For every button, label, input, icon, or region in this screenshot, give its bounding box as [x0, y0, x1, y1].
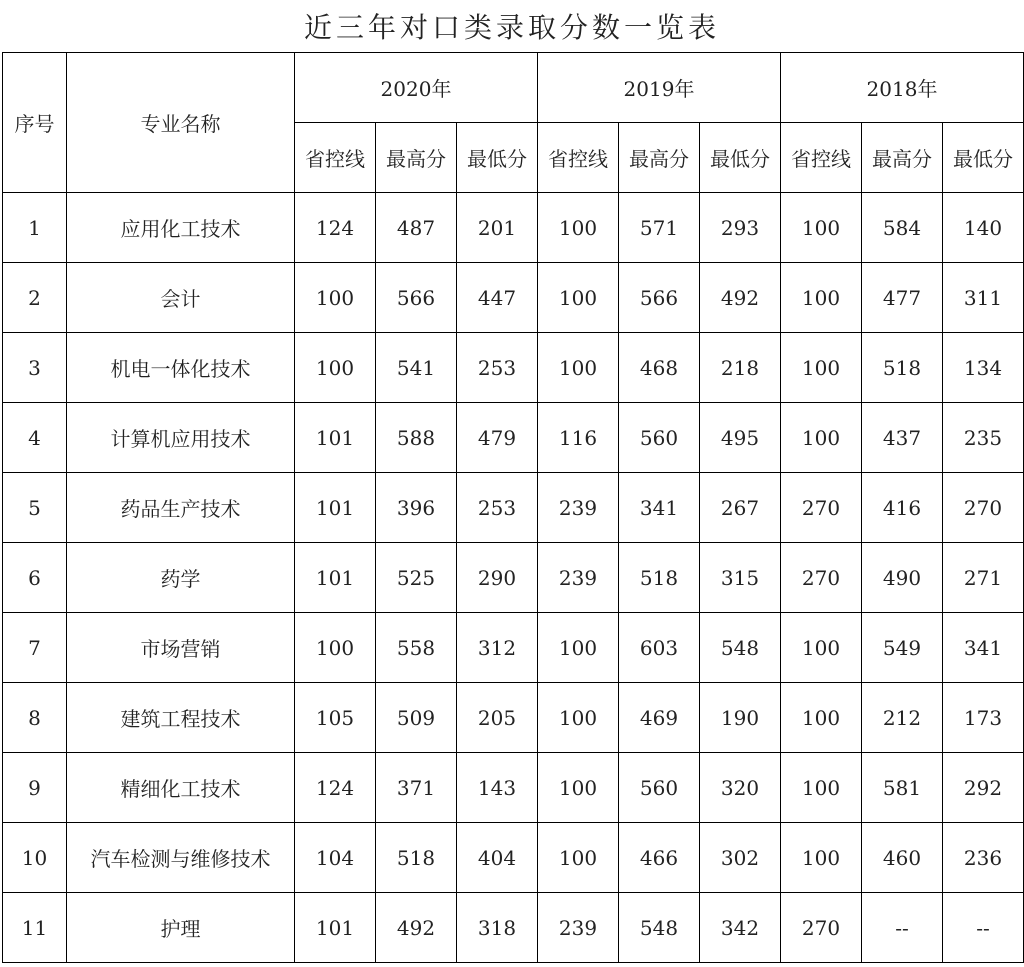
major-name-cell: 护理	[67, 893, 295, 963]
score-cell: 460	[862, 823, 943, 893]
score-cell: 311	[943, 263, 1024, 333]
score-cell: 341	[619, 473, 700, 543]
score-cell: 560	[619, 753, 700, 823]
score-cell: 218	[700, 333, 781, 403]
table-row	[3, 263, 1024, 333]
score-cell: 124	[295, 753, 376, 823]
score-cell: --	[862, 893, 943, 963]
score-cell: 525	[376, 543, 457, 613]
score-cell: 239	[538, 473, 619, 543]
score-cell: 100	[538, 333, 619, 403]
subheader-cell: 最高分	[376, 123, 457, 193]
table-row	[3, 473, 1024, 543]
table-row	[3, 683, 1024, 753]
seq-cell: 5	[3, 473, 67, 543]
score-cell: 588	[376, 403, 457, 473]
score-cell: 124	[295, 193, 376, 263]
subheader-cell: 省控线	[538, 123, 619, 193]
score-cell: 509	[376, 683, 457, 753]
table-row	[3, 613, 1024, 683]
header-major: 专业名称	[67, 53, 295, 193]
seq-cell: 4	[3, 403, 67, 473]
score-cell: 100	[538, 823, 619, 893]
score-cell: 239	[538, 893, 619, 963]
score-cell: 101	[295, 893, 376, 963]
score-cell: 468	[619, 333, 700, 403]
score-cell: 100	[781, 753, 862, 823]
major-name-cell: 药品生产技术	[67, 473, 295, 543]
score-cell: 253	[457, 333, 538, 403]
table-row	[3, 333, 1024, 403]
subheader-cell: 最低分	[700, 123, 781, 193]
score-cell: 548	[700, 613, 781, 683]
subheader-cell: 省控线	[295, 123, 376, 193]
table-row	[3, 753, 1024, 823]
score-cell: 116	[538, 403, 619, 473]
score-cell: 341	[943, 613, 1024, 683]
score-cell: 492	[376, 893, 457, 963]
score-cell: 267	[700, 473, 781, 543]
score-cell: 100	[781, 263, 862, 333]
score-cell: 100	[538, 613, 619, 683]
table-body	[3, 193, 1024, 963]
score-cell: 495	[700, 403, 781, 473]
seq-cell: 6	[3, 543, 67, 613]
score-cell: 101	[295, 403, 376, 473]
table-row	[3, 543, 1024, 613]
score-cell: 100	[538, 263, 619, 333]
score-cell: 490	[862, 543, 943, 613]
score-cell: 548	[619, 893, 700, 963]
score-cell: 270	[781, 893, 862, 963]
header-seq: 序号	[3, 53, 67, 193]
score-cell: 302	[700, 823, 781, 893]
seq-cell: 8	[3, 683, 67, 753]
header-year-2020: 2020年	[295, 53, 538, 123]
score-cell: 320	[700, 753, 781, 823]
major-name-cell: 市场营销	[67, 613, 295, 683]
major-name-cell: 药学	[67, 543, 295, 613]
score-cell: 270	[943, 473, 1024, 543]
score-cell: 603	[619, 613, 700, 683]
score-cell: 239	[538, 543, 619, 613]
score-table	[2, 52, 1024, 963]
score-cell: --	[943, 893, 1024, 963]
score-cell: 293	[700, 193, 781, 263]
score-cell: 212	[862, 683, 943, 753]
major-name-cell: 建筑工程技术	[67, 683, 295, 753]
score-cell: 270	[781, 543, 862, 613]
score-cell: 581	[862, 753, 943, 823]
score-cell: 396	[376, 473, 457, 543]
score-cell: 235	[943, 403, 1024, 473]
score-cell: 270	[781, 473, 862, 543]
major-name-cell: 应用化工技术	[67, 193, 295, 263]
seq-cell: 7	[3, 613, 67, 683]
subheader-cell: 省控线	[781, 123, 862, 193]
score-cell: 566	[376, 263, 457, 333]
score-cell: 100	[295, 333, 376, 403]
score-cell: 253	[457, 473, 538, 543]
score-cell: 447	[457, 263, 538, 333]
major-name-cell: 会计	[67, 263, 295, 333]
major-name-cell: 计算机应用技术	[67, 403, 295, 473]
score-cell: 100	[538, 753, 619, 823]
score-cell: 100	[781, 613, 862, 683]
score-cell: 173	[943, 683, 1024, 753]
table-row	[3, 893, 1024, 963]
score-cell: 201	[457, 193, 538, 263]
score-cell: 315	[700, 543, 781, 613]
score-cell: 566	[619, 263, 700, 333]
major-name-cell: 机电一体化技术	[67, 333, 295, 403]
score-cell: 518	[376, 823, 457, 893]
score-cell: 100	[295, 613, 376, 683]
score-cell: 205	[457, 683, 538, 753]
score-cell: 584	[862, 193, 943, 263]
score-cell: 371	[376, 753, 457, 823]
major-name-cell: 汽车检测与维修技术	[67, 823, 295, 893]
score-cell: 100	[538, 193, 619, 263]
score-cell: 487	[376, 193, 457, 263]
score-cell: 100	[781, 403, 862, 473]
seq-cell: 3	[3, 333, 67, 403]
score-cell: 560	[619, 403, 700, 473]
table-row	[3, 193, 1024, 263]
score-cell: 549	[862, 613, 943, 683]
score-cell: 541	[376, 333, 457, 403]
score-cell: 271	[943, 543, 1024, 613]
score-cell: 571	[619, 193, 700, 263]
table-row	[3, 403, 1024, 473]
score-cell: 190	[700, 683, 781, 753]
score-cell: 100	[781, 823, 862, 893]
seq-cell: 10	[3, 823, 67, 893]
page-title: 近三年对口类录取分数一览表	[303, 11, 720, 44]
score-cell: 290	[457, 543, 538, 613]
score-cell: 143	[457, 753, 538, 823]
score-cell: 479	[457, 403, 538, 473]
subheader-cell: 最低分	[943, 123, 1024, 193]
score-cell: 469	[619, 683, 700, 753]
table-row	[3, 823, 1024, 893]
seq-cell: 9	[3, 753, 67, 823]
score-cell: 312	[457, 613, 538, 683]
seq-cell: 2	[3, 263, 67, 333]
seq-cell: 11	[3, 893, 67, 963]
score-cell: 518	[862, 333, 943, 403]
score-cell: 416	[862, 473, 943, 543]
header-year-2019: 2019年	[538, 53, 781, 123]
score-cell: 104	[295, 823, 376, 893]
score-cell: 518	[619, 543, 700, 613]
major-name-cell: 精细化工技术	[67, 753, 295, 823]
subheader-cell: 最高分	[619, 123, 700, 193]
score-cell: 236	[943, 823, 1024, 893]
score-cell: 318	[457, 893, 538, 963]
header-year-2018: 2018年	[781, 53, 1024, 123]
subheader-cell: 最低分	[457, 123, 538, 193]
score-cell: 105	[295, 683, 376, 753]
score-cell: 477	[862, 263, 943, 333]
score-cell: 342	[700, 893, 781, 963]
score-cell: 100	[781, 193, 862, 263]
score-cell: 100	[295, 263, 376, 333]
score-cell: 492	[700, 263, 781, 333]
score-cell: 101	[295, 473, 376, 543]
score-cell: 140	[943, 193, 1024, 263]
score-cell: 134	[943, 333, 1024, 403]
seq-cell: 1	[3, 193, 67, 263]
score-cell: 101	[295, 543, 376, 613]
subheader-cell: 最高分	[862, 123, 943, 193]
score-cell: 100	[538, 683, 619, 753]
score-cell: 100	[781, 683, 862, 753]
score-cell: 100	[781, 333, 862, 403]
score-cell: 466	[619, 823, 700, 893]
score-cell: 558	[376, 613, 457, 683]
score-cell: 437	[862, 403, 943, 473]
score-cell: 404	[457, 823, 538, 893]
score-cell: 292	[943, 753, 1024, 823]
